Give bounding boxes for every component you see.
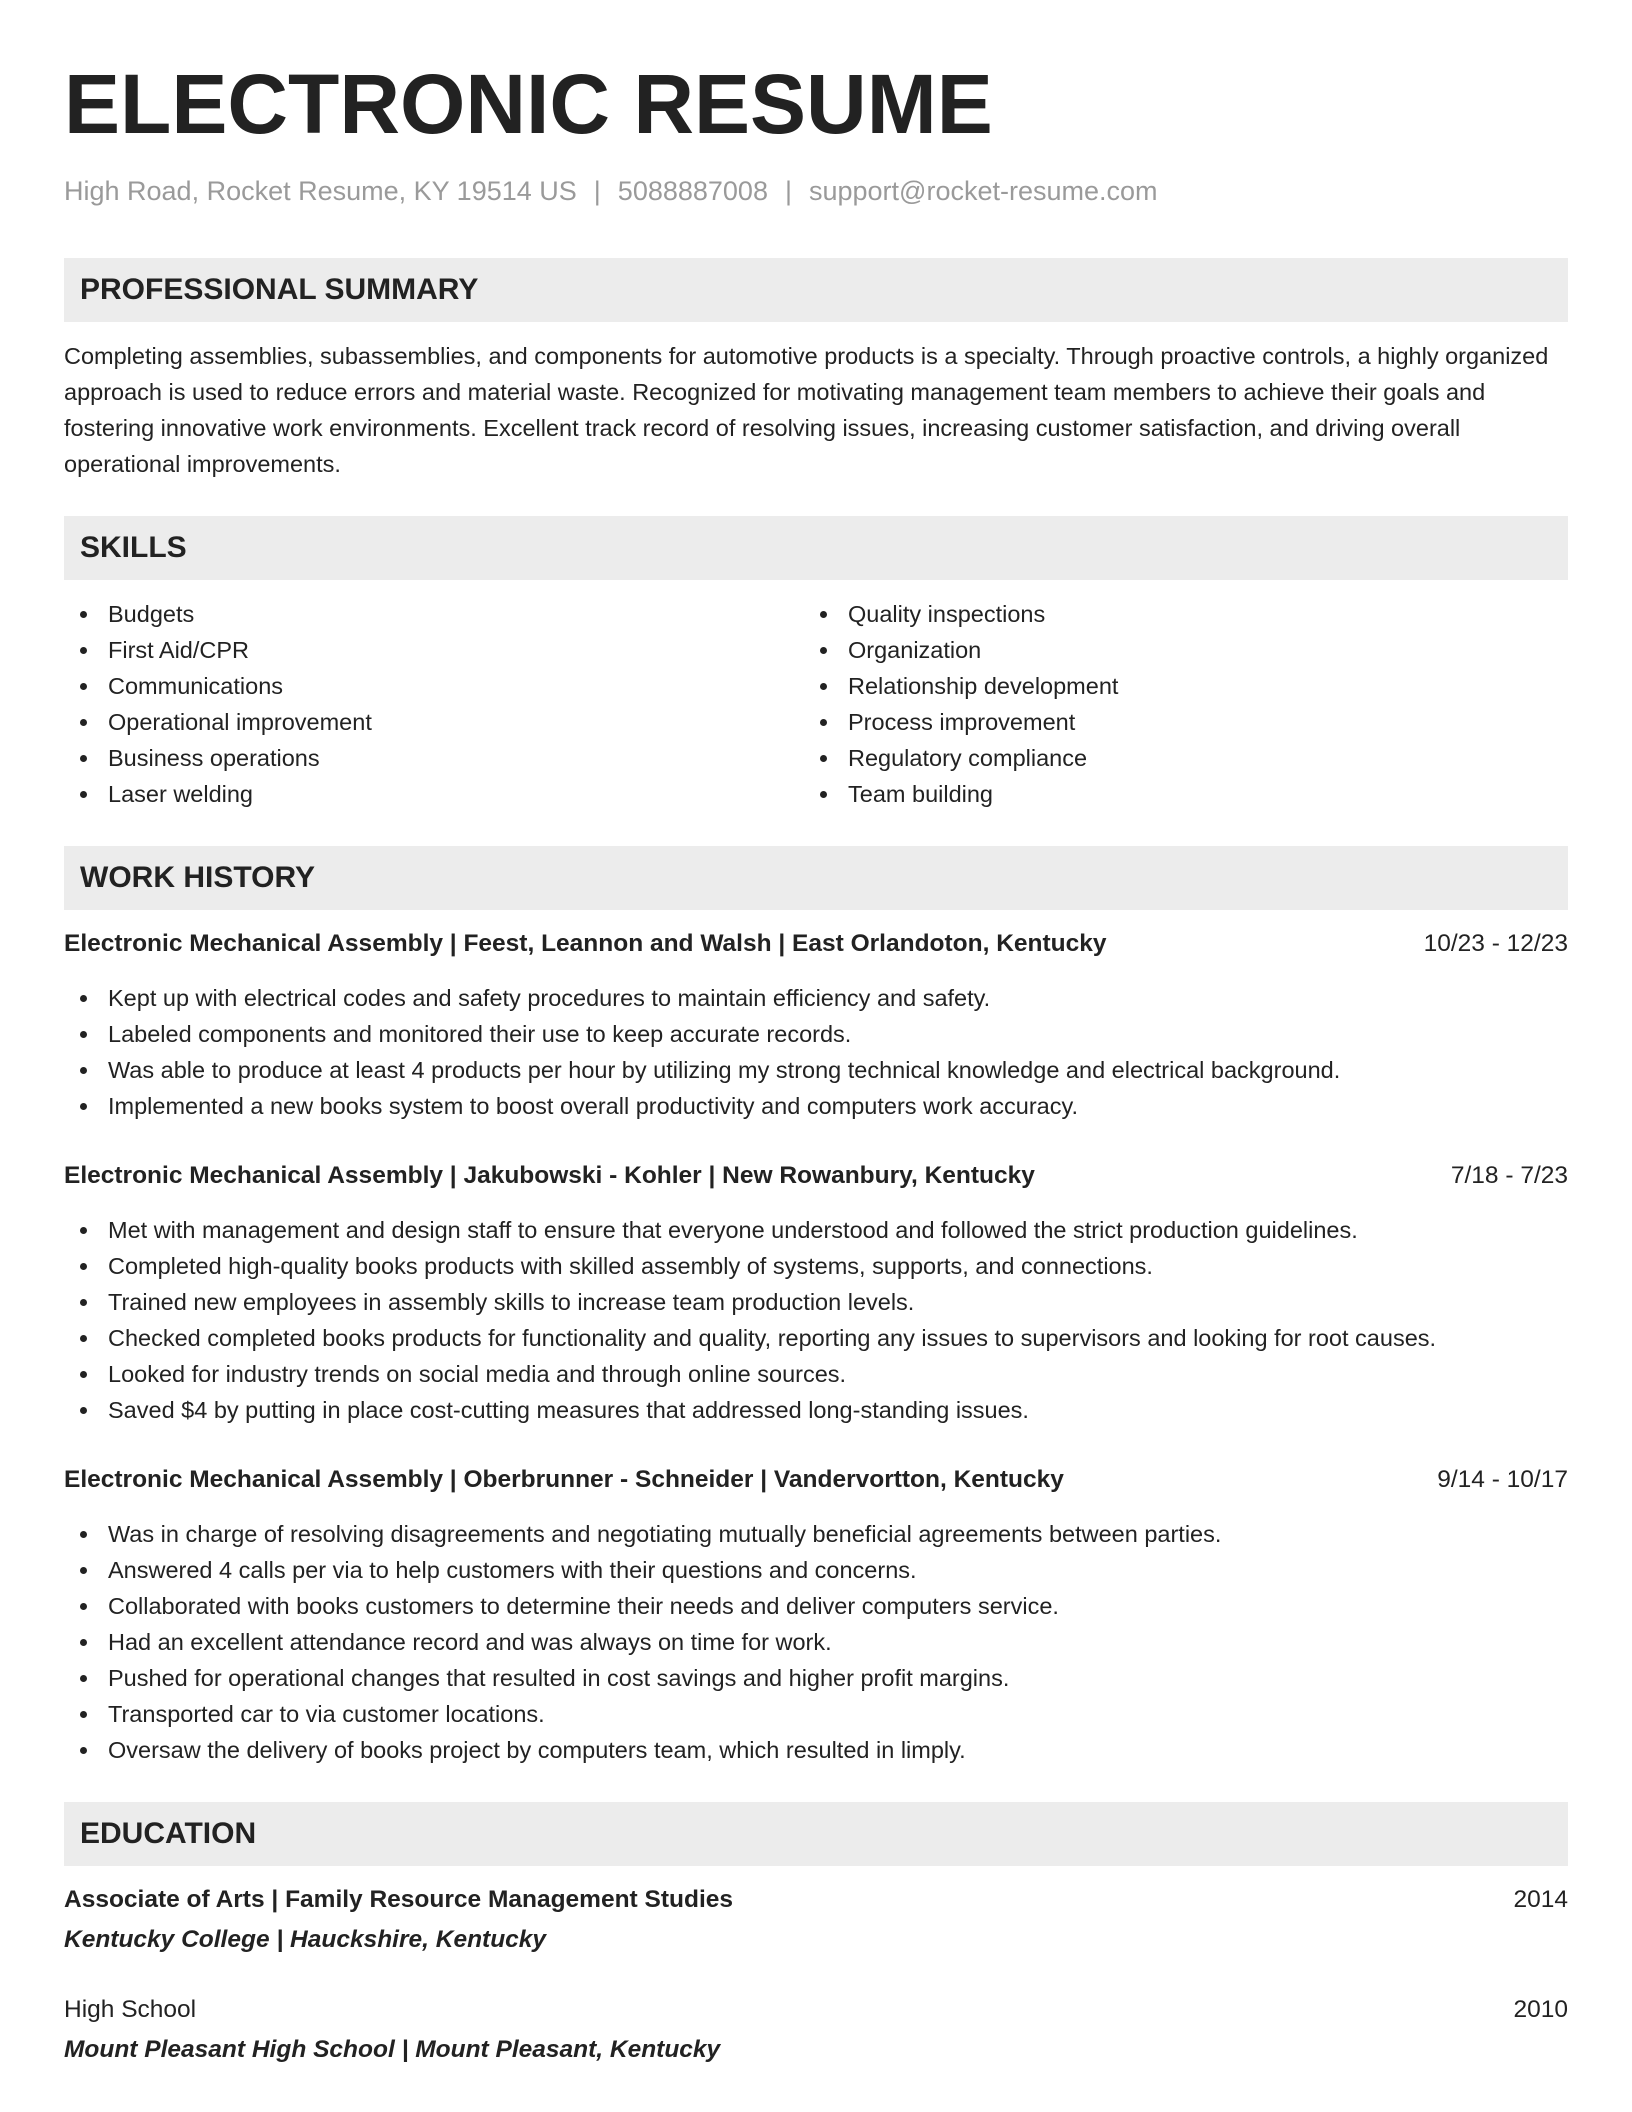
contact-line (64, 174, 1568, 208)
education-entry (64, 1882, 1568, 1958)
skill-item: Regulatory compliance (804, 740, 1544, 776)
job-bullet: Labeled components and monitored their use to keep accurate records. (64, 1016, 1568, 1052)
education-degree: High School (64, 1996, 197, 2023)
skill-item: Communications (64, 668, 804, 704)
job-bullet: Trained new employees in assembly skills to increase team production levels. (64, 1284, 1568, 1320)
education-field: | Family Resource Management Studies (271, 1886, 734, 1913)
job-dates: 7/18 - 7/23 (1450, 1162, 1568, 1189)
contact-phone: 5088887008 (617, 176, 768, 206)
summary-text: Completing assemblies, subassemblies, and components for automotive products is a specialty. Through proactive controls, a highly organized approach is used to reduce errors and material waste. Recognized for motivating management team members to achieve their goals and fostering innovative work environments. Excellent track record of resolving issues, increasing customer satisfaction, and driving overall operational improvements. (64, 343, 1549, 477)
education-header (64, 1882, 1568, 1918)
skill-item: First Aid/CPR (64, 632, 804, 668)
job-bullets (64, 1516, 1568, 1768)
job-bullet: Implemented a new books system to boost overall productivity and computers work accuracy. (64, 1088, 1568, 1124)
education-degree-line (64, 1882, 733, 1918)
job-bullet: Collaborated with books customers to determine their needs and deliver computers service. (64, 1588, 1568, 1624)
job-entry (64, 1462, 1568, 1768)
contact-address: High Road, Rocket Resume, KY 19514 US (64, 176, 577, 206)
job-bullet: Completed high-quality books products with skilled assembly of systems, supports, and connections. (64, 1248, 1568, 1284)
job-header (64, 1158, 1568, 1194)
job-bullet: Transported car to via customer locations. (64, 1696, 1568, 1732)
skills-column-left (64, 596, 804, 812)
job-bullet: Looked for industry trends on social media and through online sources. (64, 1356, 1568, 1392)
education-school: Mount Pleasant High School | Mount Pleasant, Kentucky (64, 2036, 721, 2063)
job-title: Electronic Mechanical Assembly | Jakubowski - Kohler | New Rowanbury, Kentucky (64, 1162, 1035, 1189)
job-bullet: Was able to produce at least 4 products per hour by utilizing my strong technical knowledge and electrical background. (64, 1052, 1568, 1088)
contact-separator: | (593, 176, 601, 206)
skill-item: Laser welding (64, 776, 804, 812)
job-dates: 10/23 - 12/23 (1423, 930, 1568, 957)
skill-item: Relationship development (804, 668, 1544, 704)
job-bullet: Answered 4 calls per via to help customers with their questions and concerns. (64, 1552, 1568, 1588)
job-bullet: Was in charge of resolving disagreements and negotiating mutually beneficial agreements between parties. (64, 1516, 1568, 1552)
section-header-summary: PROFESSIONAL SUMMARY (64, 258, 1568, 322)
job-bullet: Checked completed books products for functionality and quality, reporting any issues to supervisors and looking for root causes. (64, 1320, 1568, 1356)
skill-item: Process improvement (804, 704, 1544, 740)
job-bullet: Had an excellent attendance record and was always on time for work. (64, 1624, 1568, 1660)
job-dates: 9/14 - 10/17 (1437, 1466, 1568, 1493)
job-bullets (64, 1212, 1568, 1428)
skill-item: Operational improvement (64, 704, 804, 740)
skill-item: Team building (804, 776, 1544, 812)
job-bullet: Met with management and design staff to ensure that everyone understood and followed the strict production guidelines. (64, 1212, 1568, 1248)
skill-item: Quality inspections (804, 596, 1544, 632)
job-header (64, 1462, 1568, 1498)
contact-separator: | (784, 176, 792, 206)
job-bullet: Pushed for operational changes that resulted in cost savings and higher profit margins. (64, 1660, 1568, 1696)
skill-item: Organization (804, 632, 1544, 668)
education-entry (64, 1992, 1568, 2068)
education-year: 2014 (1513, 1886, 1568, 1913)
contact-email: support@rocket-resume.com (808, 176, 1158, 206)
job-title: Electronic Mechanical Assembly | Feest, Leannon and Walsh | East Orlandoton, Kentucky (64, 930, 1107, 957)
job-bullet: Kept up with electrical codes and safety procedures to maintain efficiency and safety. (64, 980, 1568, 1016)
education-year: 2010 (1513, 1996, 1568, 2023)
education-school: Kentucky College | Hauckshire, Kentucky (64, 1926, 547, 1953)
job-entry (64, 1158, 1568, 1428)
job-bullet: Oversaw the delivery of books project by computers team, which resulted in limply. (64, 1732, 1568, 1768)
skill-item: Business operations (64, 740, 804, 776)
job-bullet: Saved $4 by putting in place cost-cutting measures that addressed long-standing issues. (64, 1392, 1568, 1428)
section-header-skills: SKILLS (64, 516, 1568, 580)
skills-list (64, 596, 1568, 812)
education-degree: Associate of Arts (64, 1886, 265, 1913)
section-header-education: EDUCATION (64, 1802, 1568, 1866)
skills-column-right (804, 596, 1544, 812)
job-title: Electronic Mechanical Assembly | Oberbrunner - Schneider | Vandervortton, Kentucky (64, 1466, 1064, 1493)
section-header-work: WORK HISTORY (64, 846, 1568, 910)
job-header (64, 926, 1568, 962)
skill-item: Budgets (64, 596, 804, 632)
job-bullets (64, 980, 1568, 1124)
education-header (64, 1992, 1568, 2028)
job-entry (64, 926, 1568, 1124)
resume-name: ELECTRONIC RESUME (64, 57, 993, 151)
